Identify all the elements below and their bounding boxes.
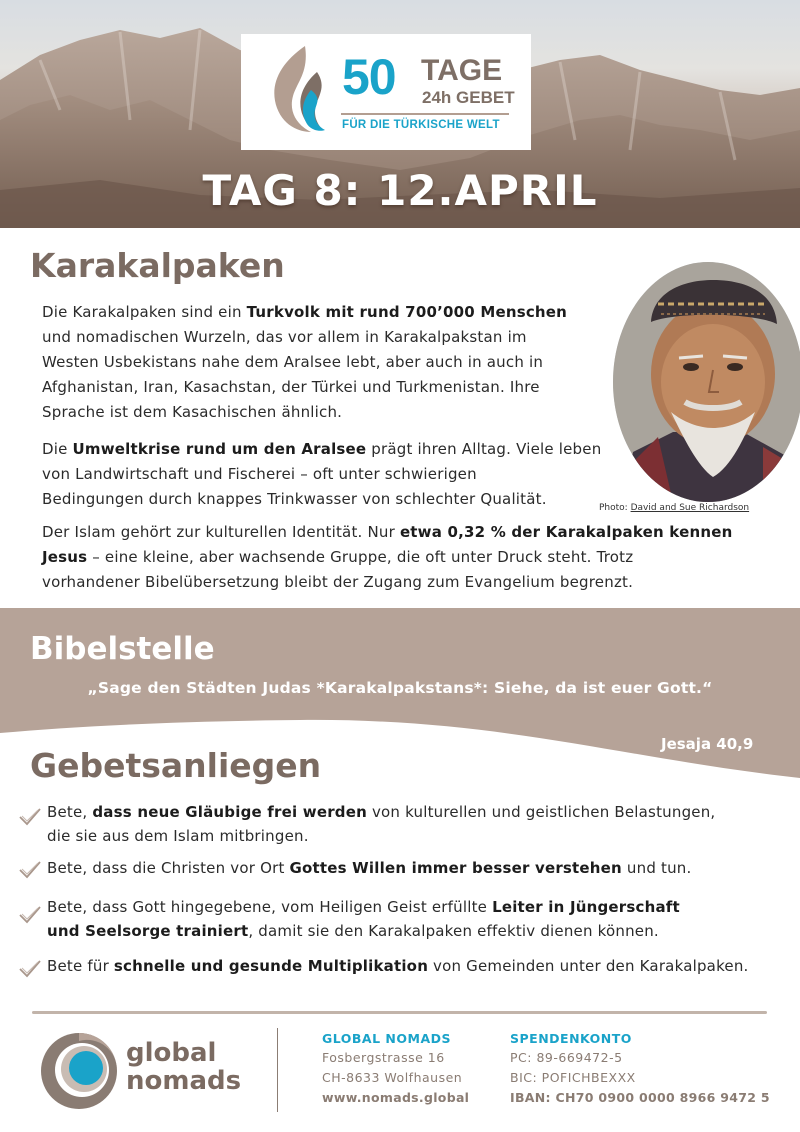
account-heading: SPENDENKONTO xyxy=(510,1031,632,1046)
bible-reference: Jesaja 40,9 xyxy=(661,735,754,753)
org-heading: GLOBAL NOMADS xyxy=(322,1031,452,1046)
portrait-photo xyxy=(613,262,800,502)
people-paragraph-3: Der Islam gehört zur kulturellen Identität. Nur etwa 0,32 % der Karakalpaken kennen Jesus – eine kleine, aber wachsende Gruppe, die oft unter Druck steht. Trotz vorhandener Bibelübersetzung bleibt der Zugang zum Evangelium begrenzt. xyxy=(42,523,733,591)
footer-vertical-divider xyxy=(277,1028,278,1112)
org-city: CH-8633 Wolfhausen xyxy=(322,1070,463,1085)
footer-logo-word-1: global xyxy=(126,1038,217,1068)
logo-number: 50 xyxy=(342,49,396,105)
bible-heading: Bibelstelle xyxy=(30,631,215,667)
bible-quote: „Sage den Städten Judas *Karakalpakstans*: Siehe, da ist euer Gott.“ xyxy=(87,679,713,697)
account-bic: BIC: POFICHBEXXX xyxy=(510,1070,636,1085)
org-street: Fosbergstrasse 16 xyxy=(322,1050,445,1065)
global-nomads-logo-icon xyxy=(38,1030,120,1112)
logo-word: TAGE xyxy=(421,54,503,87)
day-title: TAG 8: 12.APRIL xyxy=(202,166,598,215)
portrait-illustration xyxy=(613,262,800,502)
org-website-link[interactable]: www.nomads.global xyxy=(322,1090,470,1105)
prayer-item-4: Bete für schnelle und gesunde Multiplikation von Gemeinden unter den Karakalpaken. xyxy=(47,957,749,975)
prayer-item-1: Bete, dass neue Gläubige frei werden von kulturellen und geistlichen Belastungen, die sie aus dem Islam mitbringen. xyxy=(47,803,716,845)
header-banner xyxy=(0,0,800,228)
checkmark-icon xyxy=(18,958,42,978)
prayer-item-3: Bete, dass Gott hingegebene, vom Heiligen Geist erfüllte Leiter in Jüngerschaft und Seelsorge trainiert, damit sie den Karakalpaken effektiv dienen können. xyxy=(47,898,680,940)
account-iban: IBAN: CH70 0900 0000 8966 9472 5 xyxy=(510,1090,770,1105)
logo-tagline: FÜR DIE TÜRKISCHE WELT xyxy=(342,119,500,131)
logo-divider xyxy=(341,113,509,115)
checkmark-icon xyxy=(18,806,42,826)
prayer-heading: Gebetsanliegen xyxy=(30,746,322,785)
checkmark-icon xyxy=(18,904,42,924)
photo-credit: Photo: David and Sue Richardson xyxy=(599,503,750,513)
footer-logo-word-2: nomads xyxy=(126,1066,242,1096)
people-paragraph-2: Die Umweltkrise rund um den Aralsee prägt ihren Alltag. Viele leben von Landwirtschaft und Fischerei – oft unter schwierigen Bedingungen durch knappes Trinkwasser von schlechter Qualität. xyxy=(42,440,602,508)
people-heading: Karakalpaken xyxy=(30,246,285,285)
campaign-logo xyxy=(241,34,531,150)
account-pc: PC: 89-669472-5 xyxy=(510,1050,623,1065)
flame-icon xyxy=(261,42,333,138)
logo-subtitle: 24h GEBET xyxy=(422,88,515,107)
people-paragraph-1: Die Karakalpaken sind ein Turkvolk mit rund 700’000 Menschen und nomadischen Wurzeln, das vor allem in Karakalpakstan im Westen Usbekistans nahe dem Aralsee lebt, aber auch in auch in Afghanistan, Iran, Kasachstan, der Türkei und Turkmenistan. Ihre Sprache ist dem Kasachischen ähnlich. xyxy=(42,303,568,421)
footer-divider-line xyxy=(32,1011,767,1014)
checkmark-icon xyxy=(18,859,42,879)
photo-credit-link[interactable]: David and Sue Richardson xyxy=(630,503,750,513)
prayer-item-2: Bete, dass die Christen vor Ort Gottes Willen immer besser verstehen und tun. xyxy=(47,859,692,877)
